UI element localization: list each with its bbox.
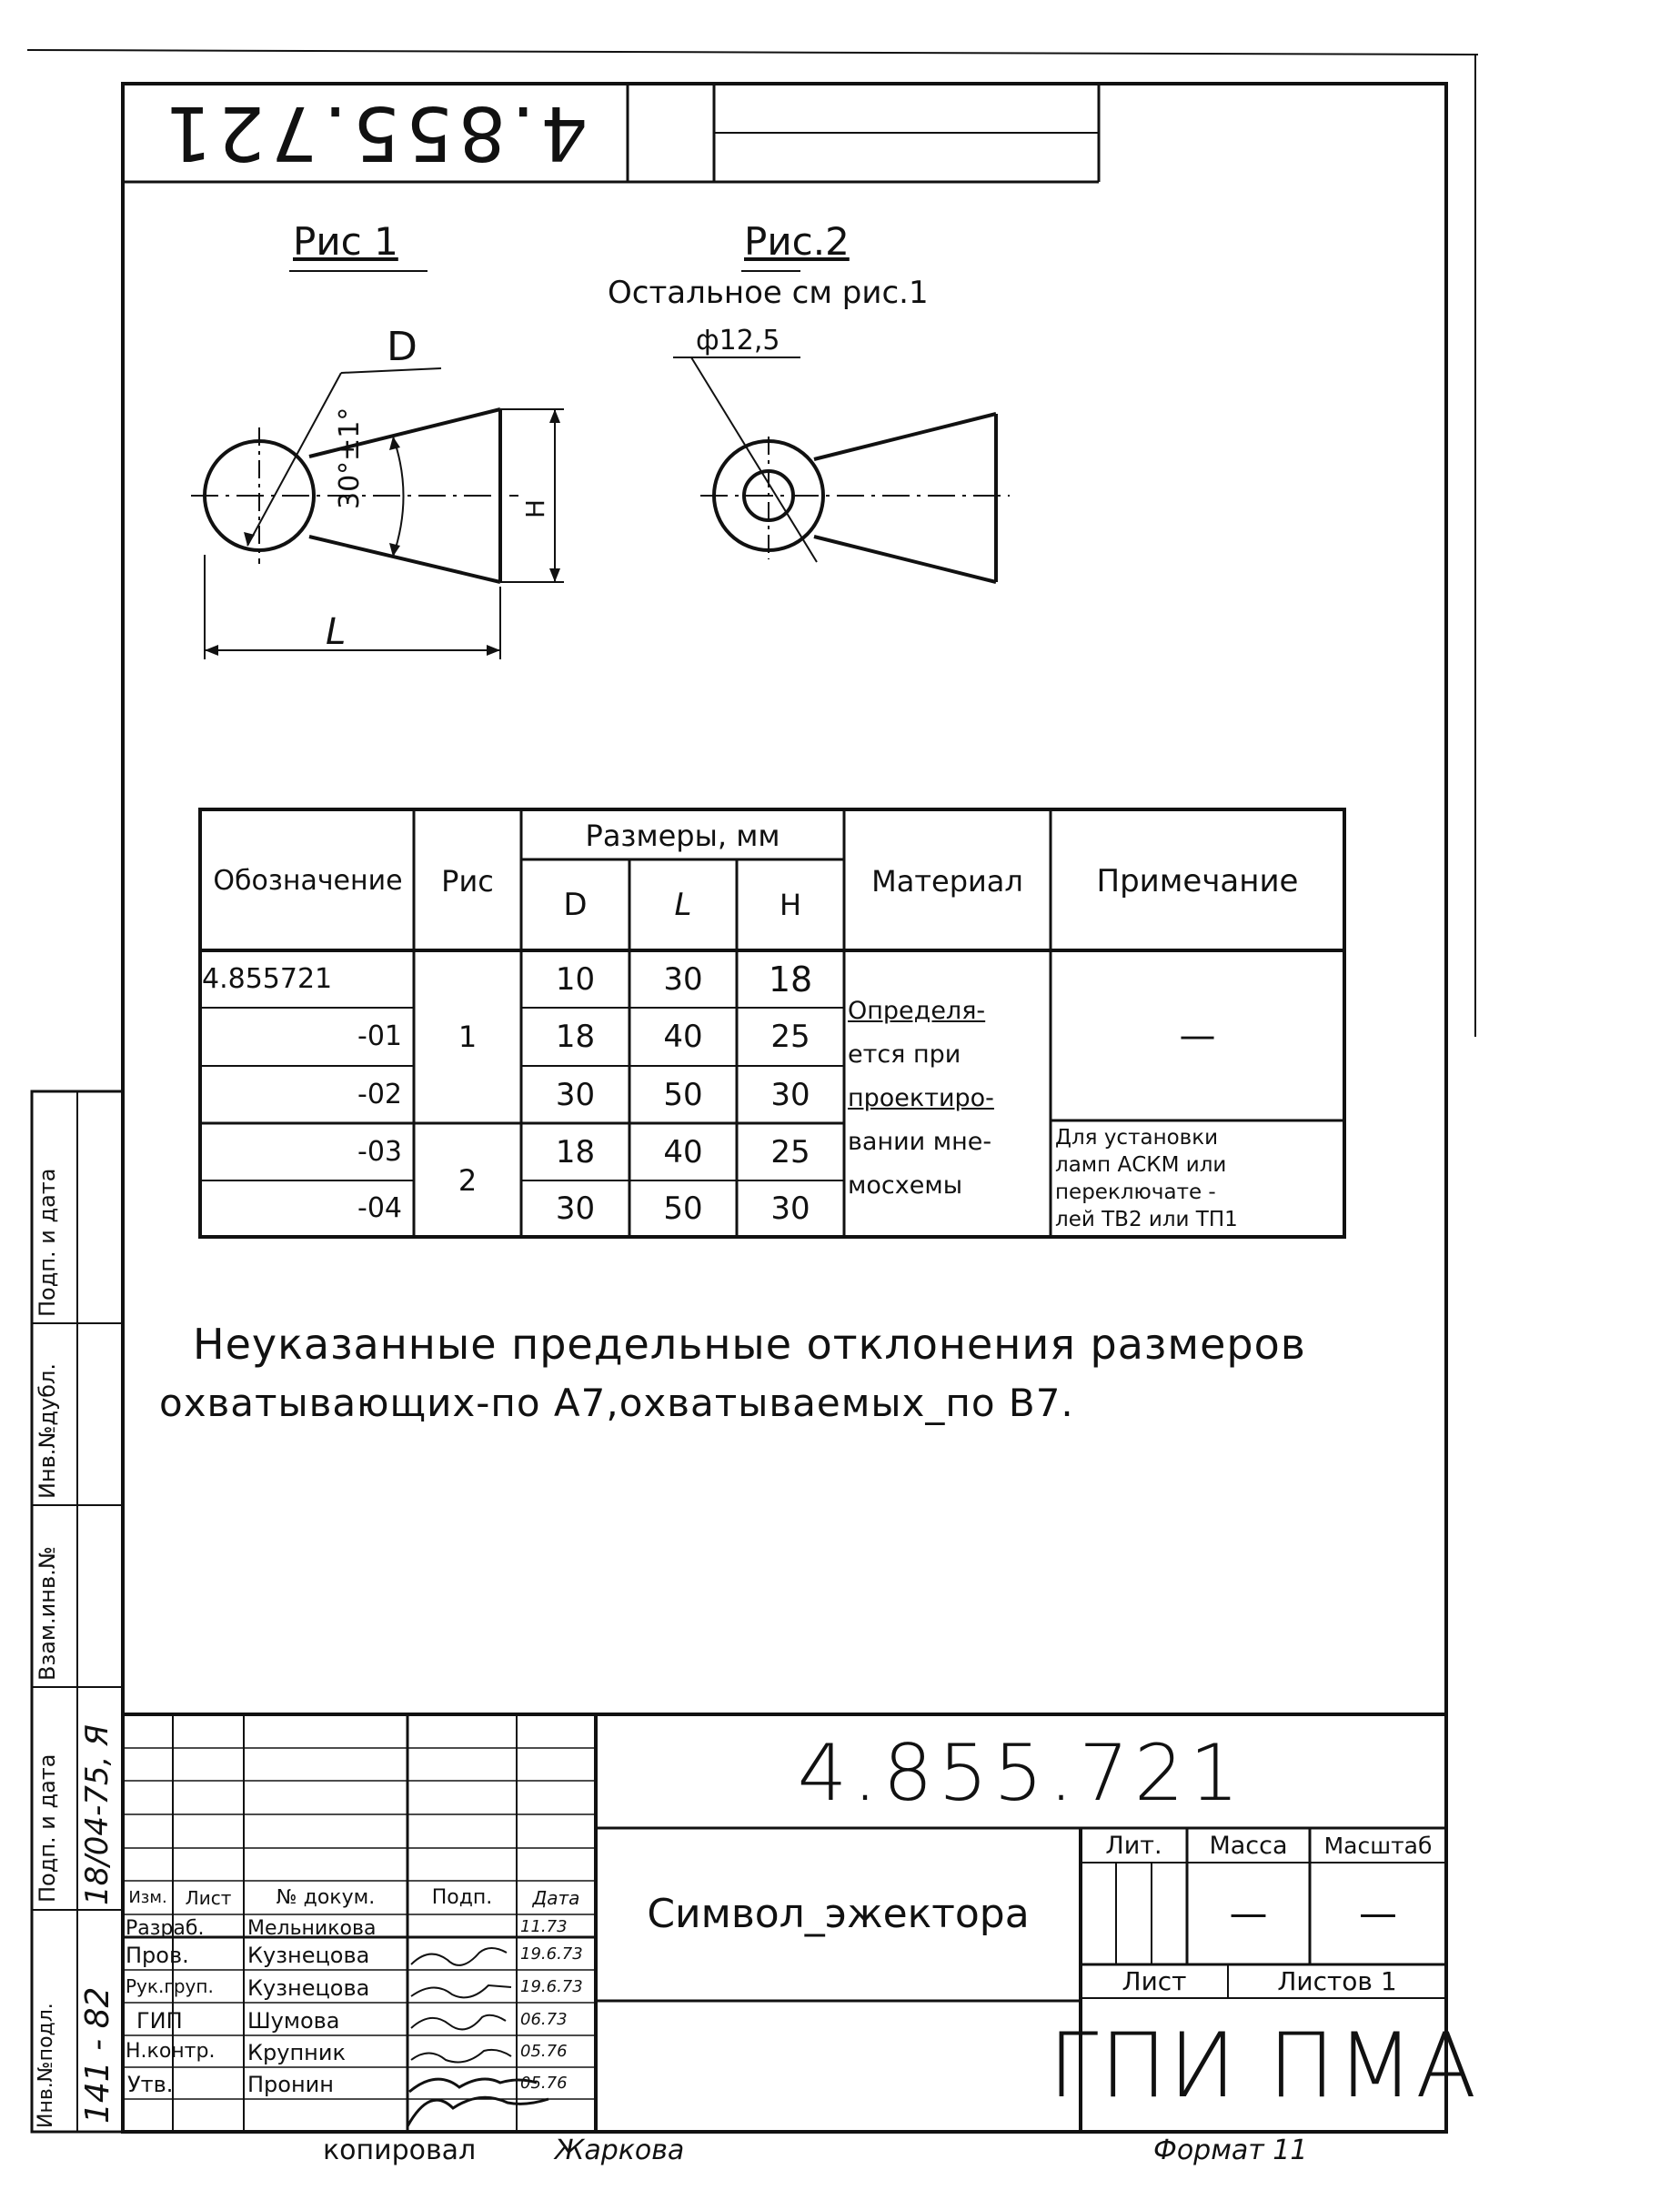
date-razrab: 11.73 — [520, 1917, 568, 1936]
head-date: Дата — [532, 1886, 580, 1909]
row1-h: 18 — [768, 959, 813, 1000]
side-label-inv-podl: Инв.№подл. — [35, 2003, 57, 2128]
side-label-vzam-inv: Взам.инв.№ — [35, 1546, 60, 1681]
material-line: мосхемы — [848, 1171, 963, 1200]
col-d-header: D — [563, 887, 588, 923]
date-gip: 06.73 — [520, 2010, 568, 2029]
fig2-dim-phi: ф12,5 — [696, 325, 780, 357]
name-n-kontr: Крупник — [247, 2040, 346, 2065]
head-doc: № докум. — [276, 1885, 376, 1909]
name-ruk-grup: Кузнецова — [247, 1975, 370, 2001]
date-n-kontr: 05.76 — [520, 2042, 568, 2061]
col-fig-header: Рис — [441, 863, 494, 899]
head-izm: Изм. — [128, 1887, 167, 1907]
row4-d: 18 — [555, 1133, 596, 1170]
fig-group-2: 2 — [458, 1162, 478, 1198]
material-line: проектиро- — [848, 1084, 994, 1112]
note-cell — [1055, 1124, 1343, 1233]
col-l-header: L — [674, 887, 692, 923]
name-gip: Шумова — [247, 2008, 340, 2034]
title-block-name: Символ_эжектора — [647, 1891, 1030, 1937]
col-sizes-header: Размеры, мм — [585, 818, 780, 853]
row2-l: 40 — [663, 1019, 703, 1055]
role-razrab: Разраб. — [126, 1917, 205, 1940]
name-razrab: Мельникова — [247, 1917, 377, 1940]
fig2-subtitle: Остальное см рис.1 — [608, 275, 929, 311]
date-utv: 05.76 — [520, 2074, 568, 2093]
fig2-title: Рис.2 — [744, 219, 850, 264]
side-label-podp-data-2: Подп. и дата — [35, 1168, 60, 1317]
footer-format: Формат 11 — [1153, 2135, 1308, 2166]
role-n-kontr: Н.контр. — [126, 2040, 216, 2063]
row5-l: 50 — [663, 1190, 703, 1227]
side-inv-value: 141 - 82 — [79, 1986, 116, 2124]
fig1-dim-d: D — [387, 324, 417, 370]
row2-designation: -01 — [357, 1020, 402, 1052]
fig1-title: Рис 1 — [293, 219, 398, 264]
date-ruk-grup: 19.6.73 — [520, 1977, 583, 1996]
material-line: ется при — [848, 1040, 961, 1069]
note-line: лей ТВ2 или ТП1 — [1055, 1208, 1238, 1231]
title-block-scale-value: — — [1359, 1891, 1397, 1935]
title-block-mass: Масса — [1209, 1831, 1288, 1860]
row1-l: 30 — [663, 960, 703, 998]
material-line: вании мне- — [848, 1128, 992, 1156]
material-line: Определя- — [848, 997, 986, 1025]
row5-d: 30 — [555, 1190, 596, 1227]
row5-h: 30 — [770, 1190, 810, 1227]
row1-designation: 4.855721 — [202, 962, 333, 995]
row4-h: 25 — [770, 1133, 810, 1170]
title-block-org: ГПИ ПМА — [1048, 2014, 1479, 2118]
material-cell — [848, 989, 1050, 1208]
date-prov: 19.6.73 — [520, 1944, 583, 1964]
footer-copier-name: Жаркова — [555, 2135, 685, 2166]
note-line: ламп АСКМ или — [1055, 1153, 1227, 1177]
side-date-value: 18/04-75, Я — [79, 1724, 116, 1905]
row3-designation: -02 — [357, 1078, 402, 1110]
col-material-header: Материал — [871, 863, 1023, 899]
title-block-sheets: Листов 1 — [1277, 1965, 1397, 1996]
title-block-sheet: Лист — [1122, 1965, 1187, 1996]
row3-l: 50 — [663, 1076, 703, 1113]
tolerance-note-line2: охватывающих-по А7,охватываемых_по В7. — [159, 1381, 1074, 1425]
note-line: Для установки — [1055, 1126, 1219, 1150]
fig1-dim-l: L — [326, 611, 347, 653]
fig1-dim-angle: 30°±1° — [334, 407, 366, 509]
rotated-drawing-code: 4.855.721 — [159, 89, 589, 176]
row3-h: 30 — [770, 1076, 810, 1113]
row2-h: 25 — [770, 1019, 810, 1055]
row4-designation: -03 — [357, 1135, 402, 1168]
row4-l: 40 — [663, 1133, 703, 1170]
role-ruk-grup: Рук.груп. — [126, 1975, 214, 1997]
row2-d: 18 — [555, 1019, 596, 1055]
side-label-inv-dubl: Инв.№дубл. — [35, 1363, 60, 1499]
title-block-code: 4.855.721 — [797, 1728, 1245, 1819]
footer-copied-label: копировал — [323, 2135, 477, 2166]
tolerance-note-line1: Неуказанные предельные отклонения размеров — [193, 1320, 1306, 1369]
title-block-lit: Лит. — [1105, 1831, 1162, 1860]
title-block-mass-value: — — [1229, 1891, 1268, 1935]
col-h-header: H — [779, 888, 802, 922]
side-label-podp-data-1: Подп. и дата — [35, 1753, 60, 1903]
row5-designation: -04 — [357, 1192, 402, 1224]
row1-d: 10 — [555, 960, 596, 998]
row3-d: 30 — [555, 1076, 596, 1113]
name-utv: Пронин — [247, 2072, 334, 2097]
note-dash: — — [1179, 1014, 1216, 1057]
head-list: Лист — [185, 1886, 232, 1909]
role-prov: Пров. — [126, 1943, 189, 1968]
fig1-dim-h: H — [520, 498, 550, 518]
fig-group-1: 1 — [458, 1020, 478, 1054]
col-note-header: Примечание — [1096, 862, 1299, 899]
head-sign: Подп. — [431, 1885, 493, 1909]
role-gip: ГИП — [136, 2008, 183, 2034]
role-utv: Утв. — [127, 2072, 174, 2097]
col-designation-header: Обозначение — [213, 864, 403, 897]
title-block-scale: Масштаб — [1323, 1832, 1433, 1859]
note-line: переключате - — [1055, 1180, 1216, 1204]
name-prov: Кузнецова — [247, 1943, 370, 1968]
